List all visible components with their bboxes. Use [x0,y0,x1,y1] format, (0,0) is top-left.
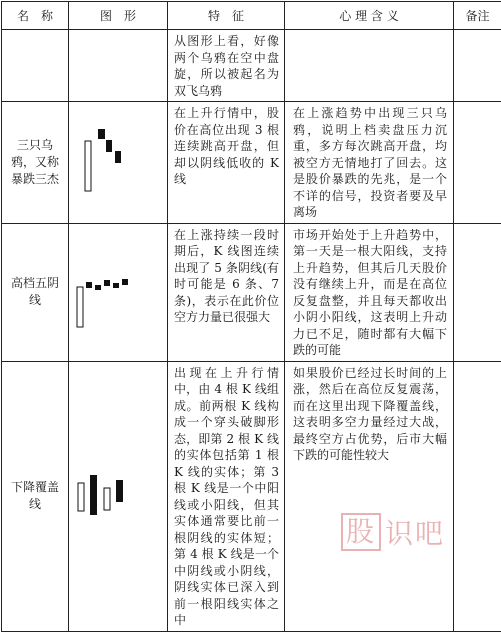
descending-cover-candles-icon [73,456,163,536]
header-psychology: 心 理 含 义 [285,2,454,30]
header-figure: 图 形 [69,2,168,30]
table-row [2,102,501,224]
row-note [454,102,501,224]
row-name: 高档五阴线 [2,223,69,361]
row-name [2,30,69,102]
table-row [2,361,501,631]
row-feature: 从图形上看，好像两个乌鸦在空中盘旋，所以被起名为双飞乌鸦 [168,30,285,102]
row-figure [69,361,168,631]
row-psychology [285,30,454,102]
row-psychology: 市场开始处于上升趋势中，第一天是一根大阳线，支持上升趋势，但其后几天股价没有继续上升，而是在高位反复盘整，并且每天都收出小阴小阳线，这表明上升动力已不足，随时都有大幅下跌的可能 [285,223,454,361]
table-row [2,223,501,361]
row-note [454,30,501,102]
row-feature: 在上升行情中，股价在高位出现 3 根连续跳高开盘，但却以阴线低收的 K 线 [168,102,285,224]
watermark-logo [341,508,491,556]
row-feature: 在上涨持续一段时期后，K 线图连续出现了 5 条阴线(有时可能是 6 条、7 条)，表示在此价位空方力量已很强大 [168,223,285,361]
table-row [2,30,501,102]
row-feature: 出现在上升行情中，由 4 根 K 线组成。前两根 K 线构成一个穿头破脚形态，即第 2 根 K 线的实体包括第 1 根 K 线的实体；第 3 根 K 线是一个中阳线或小阳线，但其实体通常要比前一根阴线的实体短；第 4 根 K 线是一个中阴线或小阴线，阴线实体已深入到前一根阳线实体之中 [168,361,285,631]
row-note [454,223,501,361]
row-note [454,361,501,631]
header-name: 名 称 [2,2,69,30]
row-name: 三只乌鸦，又称暴跌三杰 [2,102,69,224]
row-psychology: 如果股价已经过长时间的上涨，然后在高位反复震荡，而在这里出现下降覆盖线，这表明多空力量经过大战，最终空方占优势，后市大幅下跌的可能性较大 [285,361,454,631]
row-psychology: 在上涨趋势中出现三只乌鸦，说明上档卖盘压力沉重，多方每次跳高开盘，均被空方无情地打了回去。这是股价暴跌的先兆，是一个不详的信号，投资者要及早离场 [285,102,454,224]
row-figure [69,30,168,102]
header-note: 备注 [454,2,501,30]
row-name: 下降覆盖线 [2,361,69,631]
header-row [2,2,501,30]
watermark-box: 股 [341,513,381,551]
row-figure [69,223,168,361]
row-figure [69,102,168,224]
five-dark-candles-icon [73,247,163,337]
three-crows-candles-icon [73,117,163,207]
watermark-text: 识吧 [385,512,445,552]
header-feature: 特 征 [168,2,285,30]
